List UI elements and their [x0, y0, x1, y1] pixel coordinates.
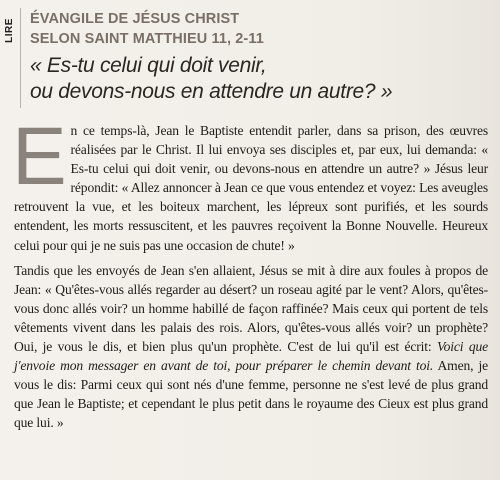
drop-cap: E [12, 111, 67, 202]
paragraph-2 [14, 261, 488, 433]
side-label-text: LIRE [3, 17, 15, 43]
gospel-reference [30, 9, 264, 49]
reference-line-1: ÉVANGILE DE JÉSUS CHRIST [30, 11, 240, 27]
paragraph-1-text: n ce temps-là, Jean le Baptiste entendit parler, dans sa prison, des œuvres réalisées par le Christ. Il lui envoya ses disciples et, par eux, lui demanda: « Es-tu celui qui doit venir, ou devons-nous en attendre un autre? » Jésus leur répondit: « Allez annoncer à Jean ce que vous entendez et voyez: Les aveugles retrouvent la vue, et les boiteux marchent, les lépreux sont purifiés, et les sourds entendent, les morts ressuscitent, et les pauvres reçoivent la Bonne Nouvelle. Heureux celui pour qui je ne suis pas une occasion de chute! » [14, 123, 488, 253]
reference-line-2: SELON SAINT MATTHIEU 11, 2-11 [30, 31, 264, 47]
title-line-1: « Es-tu celui qui doit venir, [30, 54, 267, 77]
section-side-label [2, 10, 16, 50]
gospel-text [12, 111, 489, 433]
side-divider [20, 8, 21, 108]
paragraph-2-scripture-quote: Voici que j'envoie mon messager en avant de toi, pour préparer le chemin devant toi. [14, 339, 489, 374]
title-line-2: ou devons-nous en attendre un autre? » [30, 80, 393, 103]
quote-title [30, 53, 490, 105]
paragraph-1 [12, 111, 488, 255]
paragraph-2-text-b: Amen, je vous le dis: Parmi ceux qui sont nés d'une femme, personne ne s'est levé de plus grand que Jean le Baptiste; et cependant le plus petit dans le royaume des Cieux est plus grand que lui. » [14, 358, 488, 431]
paragraph-2-text-a: Tandis que les envoyés de Jean s'en allaient, Jésus se mit à dire aux foules à propos de Jean: « Qu'êtes-vous allés regarder au désert? un roseau agité par le vent? Alors, qu'êtes-vous donc allés voir? un homme habillé de façon raffinée? Mais ceux qui portent de tels vêtements vivent dans les palais des rois. Alors, qu'êtes-vous allés voir? un prophète? Oui, je vous le dis, et bien plus qu'un prophète. C'est de lui qu'il est écrit: [14, 262, 488, 355]
